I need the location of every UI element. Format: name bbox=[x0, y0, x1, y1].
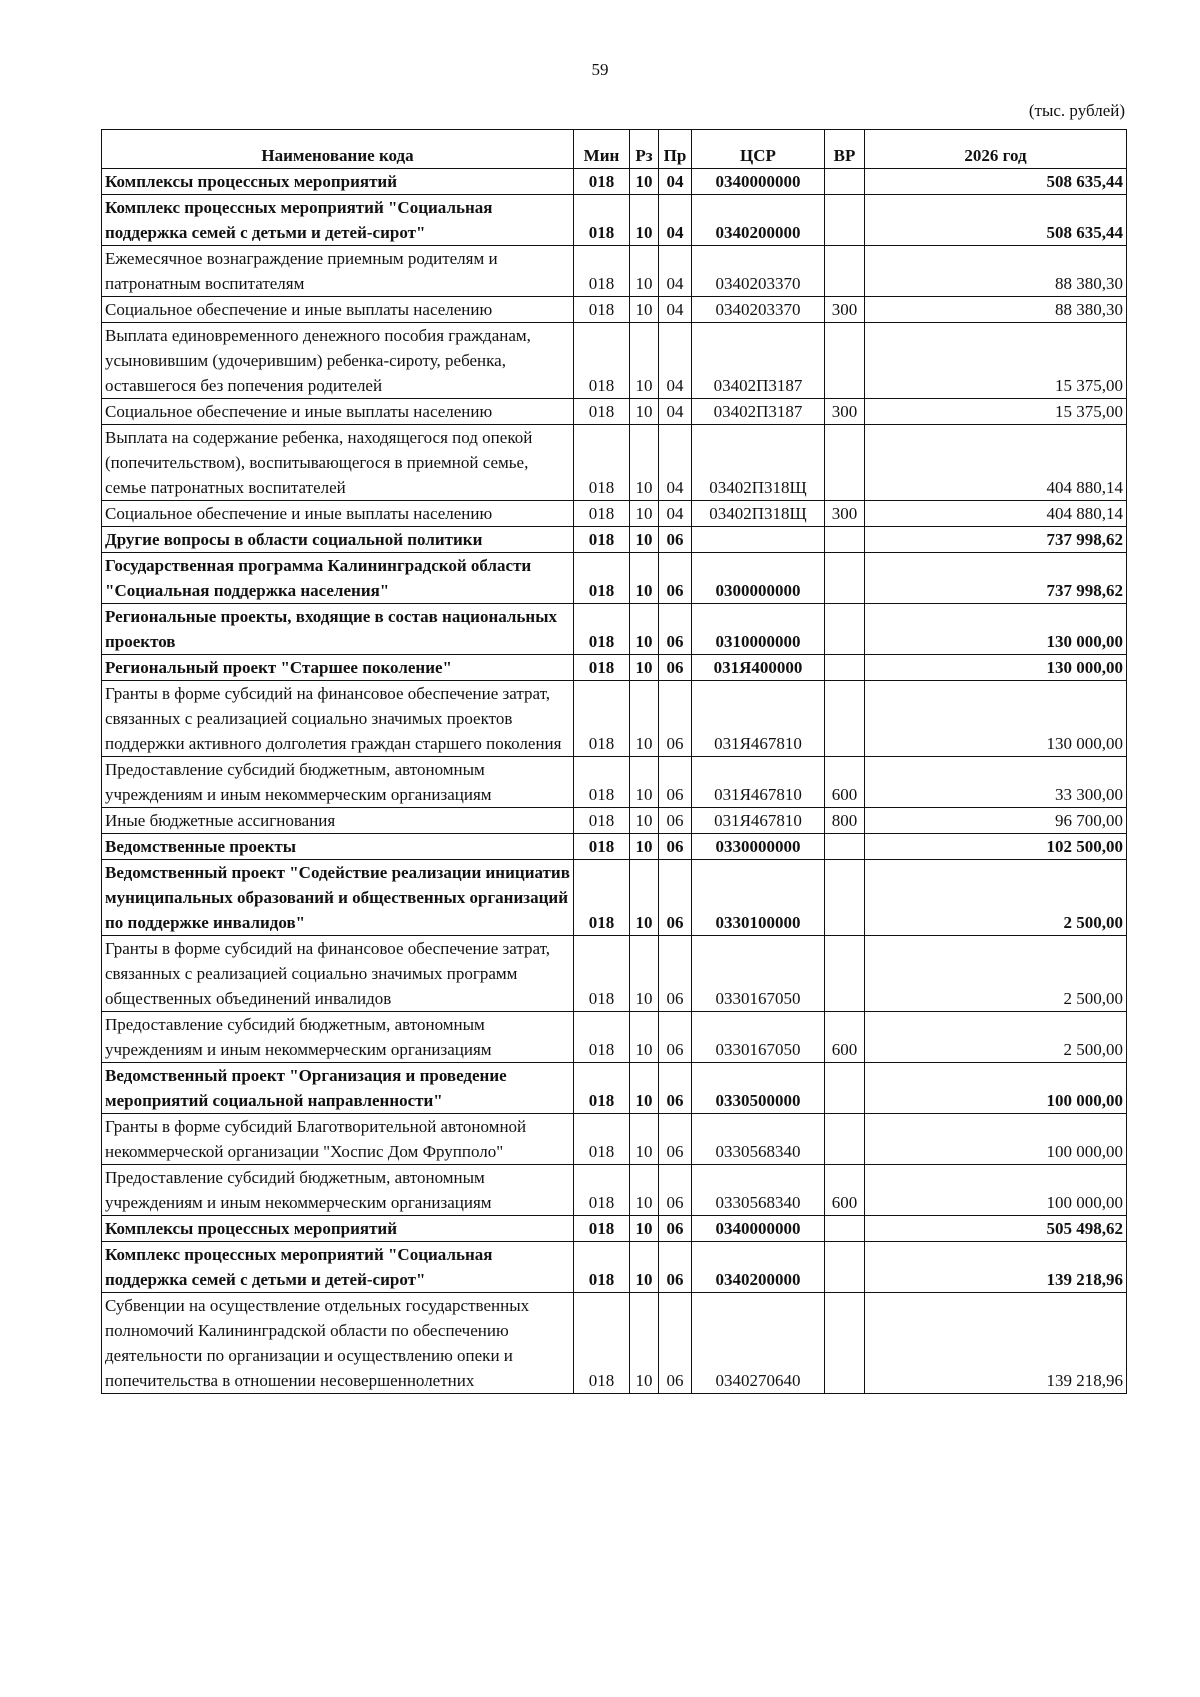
row-min: 018 bbox=[574, 604, 630, 655]
row-pr: 06 bbox=[659, 604, 692, 655]
row-csr: 0330100000 bbox=[692, 860, 825, 936]
row-rz: 10 bbox=[630, 604, 659, 655]
row-csr: 0340200000 bbox=[692, 1242, 825, 1293]
header-pr: Пр bbox=[659, 130, 692, 169]
row-csr: 0340203370 bbox=[692, 297, 825, 323]
row-name: Иные бюджетные ассигнования bbox=[102, 808, 574, 834]
row-amount: 100 000,00 bbox=[865, 1114, 1127, 1165]
row-vr: 300 bbox=[825, 399, 865, 425]
row-name: Выплата единовременного денежного пособия гражданам, усыновившим (удочерившим) ребенка-сироту, ребенка, оставшегося без попечения родителей bbox=[102, 323, 574, 399]
row-amount: 737 998,62 bbox=[865, 527, 1127, 553]
row-amount: 737 998,62 bbox=[865, 553, 1127, 604]
row-name: Комплекс процессных мероприятий "Социальная поддержка семей с детьми и детей-сирот" bbox=[102, 195, 574, 246]
row-rz: 10 bbox=[630, 399, 659, 425]
row-amount: 508 635,44 bbox=[865, 195, 1127, 246]
row-min: 018 bbox=[574, 681, 630, 757]
row-name: Выплата на содержание ребенка, находящегося под опекой (попечительством), воспитывающегося в приемной семье, семье патронатных воспитателей bbox=[102, 425, 574, 501]
table-row bbox=[102, 1012, 1127, 1063]
row-name: Ведомственный проект "Организация и проведение мероприятий социальной направленности" bbox=[102, 1063, 574, 1114]
row-amount: 139 218,96 bbox=[865, 1242, 1127, 1293]
row-name: Ежемесячное вознаграждение приемным родителям и патронатным воспитателям bbox=[102, 246, 574, 297]
row-vr bbox=[825, 1063, 865, 1114]
table-row bbox=[102, 425, 1127, 501]
row-min: 018 bbox=[574, 297, 630, 323]
row-rz: 10 bbox=[630, 808, 659, 834]
row-pr: 04 bbox=[659, 399, 692, 425]
row-min: 018 bbox=[574, 527, 630, 553]
row-rz: 10 bbox=[630, 1216, 659, 1242]
row-min: 018 bbox=[574, 425, 630, 501]
row-amount: 102 500,00 bbox=[865, 834, 1127, 860]
row-min: 018 bbox=[574, 808, 630, 834]
row-name: Гранты в форме субсидий на финансовое обеспечение затрат, связанных с реализацией социально значимых проектов поддержки активного долголетия граждан старшего поколения bbox=[102, 681, 574, 757]
row-rz: 10 bbox=[630, 1012, 659, 1063]
row-min: 018 bbox=[574, 501, 630, 527]
row-vr bbox=[825, 1242, 865, 1293]
row-amount: 2 500,00 bbox=[865, 1012, 1127, 1063]
row-vr bbox=[825, 246, 865, 297]
table-row bbox=[102, 195, 1127, 246]
row-vr bbox=[825, 323, 865, 399]
row-min: 018 bbox=[574, 169, 630, 195]
row-amount: 100 000,00 bbox=[865, 1063, 1127, 1114]
row-min: 018 bbox=[574, 1242, 630, 1293]
row-rz: 10 bbox=[630, 246, 659, 297]
row-csr: 0340270640 bbox=[692, 1293, 825, 1394]
row-vr bbox=[825, 169, 865, 195]
row-name: Другие вопросы в области социальной политики bbox=[102, 527, 574, 553]
row-pr: 06 bbox=[659, 1165, 692, 1216]
row-pr: 04 bbox=[659, 246, 692, 297]
row-pr: 04 bbox=[659, 169, 692, 195]
table-row bbox=[102, 681, 1127, 757]
units-label: (тыс. рублей) bbox=[1028, 101, 1125, 120]
row-min: 018 bbox=[574, 936, 630, 1012]
row-pr: 06 bbox=[659, 1293, 692, 1394]
table-row bbox=[102, 169, 1127, 195]
row-vr bbox=[825, 425, 865, 501]
header-csr: ЦСР bbox=[692, 130, 825, 169]
row-min: 018 bbox=[574, 1114, 630, 1165]
row-vr bbox=[825, 553, 865, 604]
row-pr: 06 bbox=[659, 1114, 692, 1165]
row-vr: 300 bbox=[825, 297, 865, 323]
row-vr: 600 bbox=[825, 757, 865, 808]
row-amount: 88 380,30 bbox=[865, 246, 1127, 297]
row-name: Предоставление субсидий бюджетным, автономным учреждениям и иным некоммерческим организациям bbox=[102, 757, 574, 808]
row-vr bbox=[825, 604, 865, 655]
table-row bbox=[102, 936, 1127, 1012]
row-pr: 06 bbox=[659, 655, 692, 681]
row-min: 018 bbox=[574, 246, 630, 297]
row-rz: 10 bbox=[630, 553, 659, 604]
row-rz: 10 bbox=[630, 860, 659, 936]
row-csr: 0330167050 bbox=[692, 936, 825, 1012]
row-name: Гранты в форме субсидий на финансовое обеспечение затрат, связанных с реализацией социально значимых программ общественных объединений инвалидов bbox=[102, 936, 574, 1012]
row-rz: 10 bbox=[630, 195, 659, 246]
row-csr: 03402П3187 bbox=[692, 399, 825, 425]
row-amount: 88 380,30 bbox=[865, 297, 1127, 323]
row-name: Социальное обеспечение и иные выплаты населению bbox=[102, 297, 574, 323]
row-min: 018 bbox=[574, 1216, 630, 1242]
page-number: 59 bbox=[591, 60, 609, 79]
row-vr bbox=[825, 527, 865, 553]
row-min: 018 bbox=[574, 553, 630, 604]
row-rz: 10 bbox=[630, 1242, 659, 1293]
row-csr: 0300000000 bbox=[692, 553, 825, 604]
row-name: Ведомственный проект "Содействие реализации инициатив муниципальных образований и общественных организаций по поддержке инвалидов" bbox=[102, 860, 574, 936]
table-row bbox=[102, 655, 1127, 681]
row-amount: 96 700,00 bbox=[865, 808, 1127, 834]
table-body bbox=[102, 169, 1127, 1394]
table-row bbox=[102, 834, 1127, 860]
row-rz: 10 bbox=[630, 936, 659, 1012]
row-pr: 06 bbox=[659, 834, 692, 860]
row-amount: 404 880,14 bbox=[865, 425, 1127, 501]
table-row bbox=[102, 1165, 1127, 1216]
row-rz: 10 bbox=[630, 1293, 659, 1394]
row-csr: 0340203370 bbox=[692, 246, 825, 297]
header-vr: ВР bbox=[825, 130, 865, 169]
row-rz: 10 bbox=[630, 757, 659, 808]
row-pr: 06 bbox=[659, 757, 692, 808]
row-pr: 06 bbox=[659, 1216, 692, 1242]
table-row bbox=[102, 323, 1127, 399]
row-amount: 508 635,44 bbox=[865, 169, 1127, 195]
row-csr: 0330500000 bbox=[692, 1063, 825, 1114]
row-rz: 10 bbox=[630, 834, 659, 860]
row-vr bbox=[825, 1216, 865, 1242]
row-csr: 0340200000 bbox=[692, 195, 825, 246]
row-min: 018 bbox=[574, 399, 630, 425]
row-pr: 06 bbox=[659, 936, 692, 1012]
row-vr bbox=[825, 860, 865, 936]
row-pr: 06 bbox=[659, 860, 692, 936]
row-vr: 800 bbox=[825, 808, 865, 834]
table-row bbox=[102, 1063, 1127, 1114]
row-pr: 06 bbox=[659, 553, 692, 604]
row-min: 018 bbox=[574, 834, 630, 860]
row-name: Социальное обеспечение и иные выплаты населению bbox=[102, 399, 574, 425]
row-rz: 10 bbox=[630, 425, 659, 501]
row-min: 018 bbox=[574, 323, 630, 399]
row-vr bbox=[825, 681, 865, 757]
row-pr: 04 bbox=[659, 323, 692, 399]
row-vr bbox=[825, 655, 865, 681]
table-row bbox=[102, 246, 1127, 297]
row-amount: 33 300,00 bbox=[865, 757, 1127, 808]
table-row bbox=[102, 1293, 1127, 1394]
row-vr bbox=[825, 1293, 865, 1394]
row-name: Социальное обеспечение и иные выплаты населению bbox=[102, 501, 574, 527]
row-csr: 031Я467810 bbox=[692, 808, 825, 834]
header-rz: Рз bbox=[630, 130, 659, 169]
row-vr bbox=[825, 195, 865, 246]
row-name: Региональные проекты, входящие в состав национальных проектов bbox=[102, 604, 574, 655]
table-row bbox=[102, 808, 1127, 834]
row-pr: 04 bbox=[659, 501, 692, 527]
row-min: 018 bbox=[574, 1293, 630, 1394]
row-vr: 600 bbox=[825, 1012, 865, 1063]
row-vr bbox=[825, 1114, 865, 1165]
table-header-row bbox=[102, 130, 1127, 169]
row-csr: 0310000000 bbox=[692, 604, 825, 655]
row-name: Субвенции на осуществление отдельных государственных полномочий Калининградской области по обеспечению деятельности по организации и осуществлению опеки и попечительства в отношении несовершеннолетних bbox=[102, 1293, 574, 1394]
row-name: Предоставление субсидий бюджетным, автономным учреждениям и иным некоммерческим организациям bbox=[102, 1012, 574, 1063]
row-amount: 2 500,00 bbox=[865, 860, 1127, 936]
row-amount: 100 000,00 bbox=[865, 1165, 1127, 1216]
table-row bbox=[102, 1216, 1127, 1242]
table-row bbox=[102, 501, 1127, 527]
row-pr: 04 bbox=[659, 425, 692, 501]
row-amount: 139 218,96 bbox=[865, 1293, 1127, 1394]
row-min: 018 bbox=[574, 655, 630, 681]
row-csr: 0340000000 bbox=[692, 1216, 825, 1242]
table-row bbox=[102, 399, 1127, 425]
header-name: Наименование кода bbox=[102, 130, 574, 169]
table-row bbox=[102, 860, 1127, 936]
row-pr: 06 bbox=[659, 1012, 692, 1063]
row-csr: 03402П3187 bbox=[692, 323, 825, 399]
row-csr: 0330568340 bbox=[692, 1165, 825, 1216]
row-name: Комплекс процессных мероприятий "Социальная поддержка семей с детьми и детей-сирот" bbox=[102, 1242, 574, 1293]
row-min: 018 bbox=[574, 860, 630, 936]
row-name: Гранты в форме субсидий Благотворительной автономной некоммерческой организации "Хоспис Дом Фрупполо" bbox=[102, 1114, 574, 1165]
row-csr: 0330000000 bbox=[692, 834, 825, 860]
table-row bbox=[102, 1114, 1127, 1165]
row-amount: 130 000,00 bbox=[865, 604, 1127, 655]
table-row bbox=[102, 553, 1127, 604]
row-amount: 15 375,00 bbox=[865, 399, 1127, 425]
row-csr: 03402П318Щ bbox=[692, 501, 825, 527]
row-rz: 10 bbox=[630, 1165, 659, 1216]
row-rz: 10 bbox=[630, 1063, 659, 1114]
row-rz: 10 bbox=[630, 681, 659, 757]
row-pr: 06 bbox=[659, 527, 692, 553]
row-rz: 10 bbox=[630, 1114, 659, 1165]
row-rz: 10 bbox=[630, 527, 659, 553]
row-vr bbox=[825, 834, 865, 860]
row-name: Предоставление субсидий бюджетным, автономным учреждениям и иным некоммерческим организациям bbox=[102, 1165, 574, 1216]
row-name: Комплексы процессных мероприятий bbox=[102, 169, 574, 195]
table-row bbox=[102, 757, 1127, 808]
row-pr: 06 bbox=[659, 808, 692, 834]
row-amount: 404 880,14 bbox=[865, 501, 1127, 527]
row-amount: 15 375,00 bbox=[865, 323, 1127, 399]
row-rz: 10 bbox=[630, 501, 659, 527]
row-csr: 031Я400000 bbox=[692, 655, 825, 681]
row-csr: 03402П318Щ bbox=[692, 425, 825, 501]
row-pr: 06 bbox=[659, 1063, 692, 1114]
header-min: Мин bbox=[574, 130, 630, 169]
row-min: 018 bbox=[574, 195, 630, 246]
row-min: 018 bbox=[574, 757, 630, 808]
table-row bbox=[102, 527, 1127, 553]
budget-table bbox=[101, 129, 1127, 1394]
row-vr: 300 bbox=[825, 501, 865, 527]
row-vr: 600 bbox=[825, 1165, 865, 1216]
row-amount: 505 498,62 bbox=[865, 1216, 1127, 1242]
row-rz: 10 bbox=[630, 655, 659, 681]
row-name: Региональный проект "Старшее поколение" bbox=[102, 655, 574, 681]
row-name: Ведомственные проекты bbox=[102, 834, 574, 860]
row-rz: 10 bbox=[630, 297, 659, 323]
table-row bbox=[102, 604, 1127, 655]
row-amount: 130 000,00 bbox=[865, 655, 1127, 681]
row-min: 018 bbox=[574, 1063, 630, 1114]
row-csr: 031Я467810 bbox=[692, 757, 825, 808]
row-pr: 06 bbox=[659, 681, 692, 757]
row-csr: 031Я467810 bbox=[692, 681, 825, 757]
table-row bbox=[102, 297, 1127, 323]
row-min: 018 bbox=[574, 1012, 630, 1063]
row-csr bbox=[692, 527, 825, 553]
row-vr bbox=[825, 936, 865, 1012]
header-amount: 2026 год bbox=[865, 130, 1127, 169]
table-row bbox=[102, 1242, 1127, 1293]
row-amount: 2 500,00 bbox=[865, 936, 1127, 1012]
row-min: 018 bbox=[574, 1165, 630, 1216]
row-pr: 04 bbox=[659, 297, 692, 323]
row-csr: 0330568340 bbox=[692, 1114, 825, 1165]
row-rz: 10 bbox=[630, 323, 659, 399]
row-pr: 04 bbox=[659, 195, 692, 246]
row-rz: 10 bbox=[630, 169, 659, 195]
row-csr: 0340000000 bbox=[692, 169, 825, 195]
row-pr: 06 bbox=[659, 1242, 692, 1293]
row-csr: 0330167050 bbox=[692, 1012, 825, 1063]
row-name: Государственная программа Калининградской области "Социальная поддержка населения" bbox=[102, 553, 574, 604]
row-amount: 130 000,00 bbox=[865, 681, 1127, 757]
row-name: Комплексы процессных мероприятий bbox=[102, 1216, 574, 1242]
